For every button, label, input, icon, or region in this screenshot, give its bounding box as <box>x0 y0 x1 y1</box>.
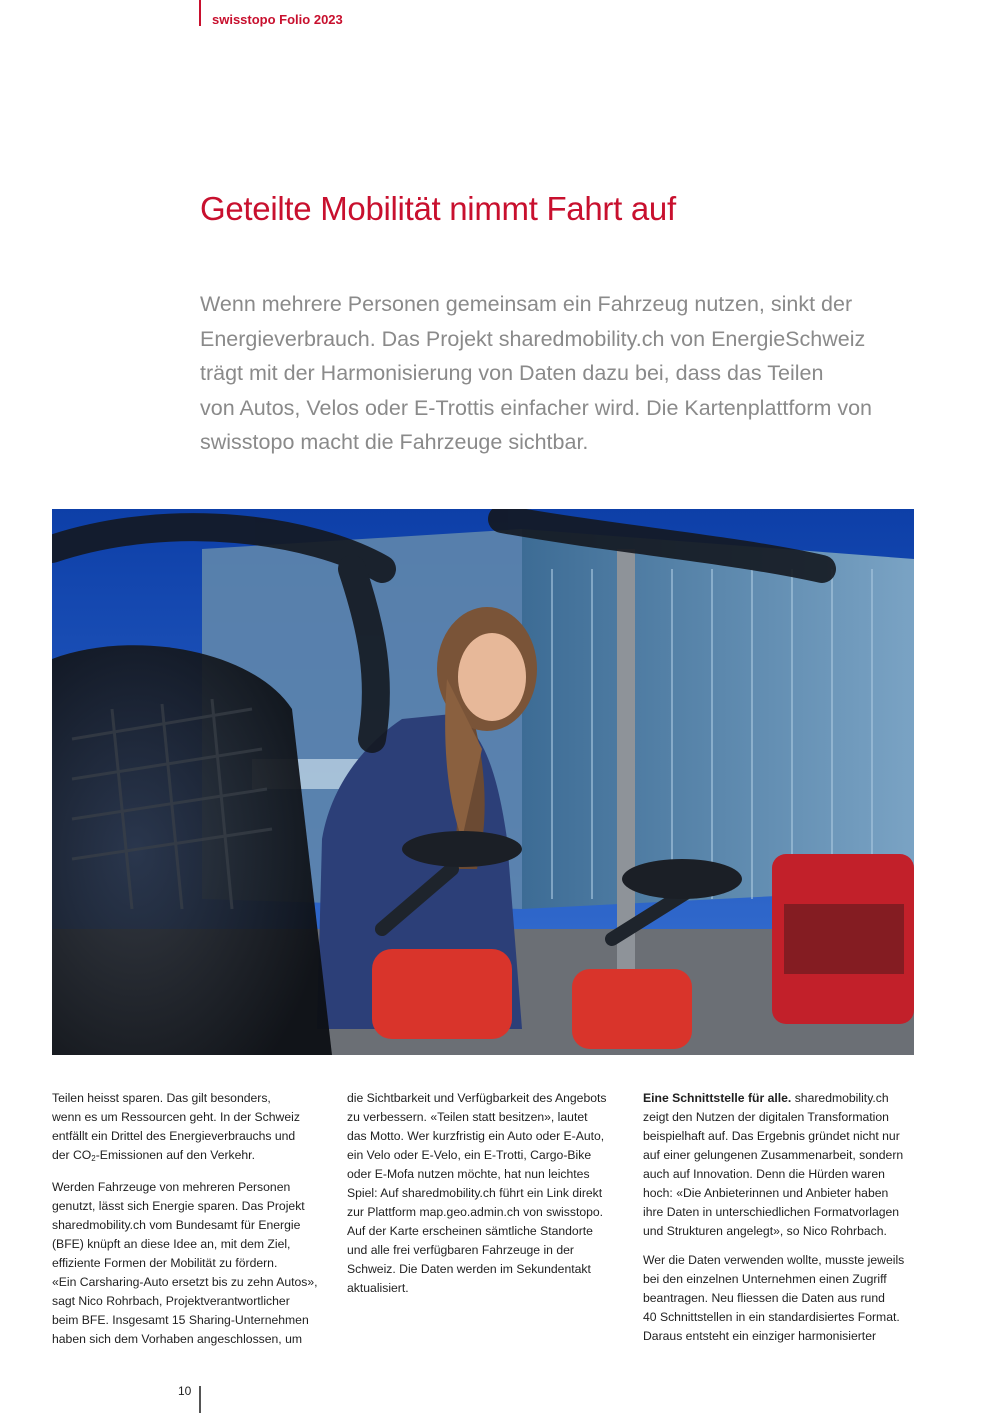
article-title: Geteilte Mobilität nimmt Fahrt auf <box>200 190 676 227</box>
footer-rule <box>199 1386 201 1413</box>
text-line: «Ein Carsharing-Auto ersetzt bis zu zehn Autos», <box>52 1275 318 1289</box>
page-number: 10 <box>178 1384 192 1398</box>
text-line: zu verbessern. «Teilen statt besitzen», lautet <box>347 1110 588 1124</box>
article-lead <box>200 287 920 460</box>
lead-line: von Autos, Velos oder E-Trottis einfacher wird. Die Kartenplattform von <box>200 395 872 420</box>
paragraph <box>52 1089 328 1168</box>
header-rule <box>199 0 201 26</box>
text-line: sagt Nico Rohrbach, Projektverantwortlicher <box>52 1294 290 1308</box>
text-line: sharedmobility.ch vom Bundesamt für Energie <box>52 1218 301 1232</box>
lead-line: swisstopo macht die Fahrzeuge sichtbar. <box>200 430 589 454</box>
paragraph <box>52 1178 328 1349</box>
text-line: beim BFE. Insgesamt 15 Sharing-Unternehmen <box>52 1313 309 1327</box>
text-line: hoch: «Die Anbieterinnen und Anbieter haben <box>643 1186 889 1200</box>
text-line: auf einer gelungenen Zusammenarbeit, sondern <box>643 1148 904 1162</box>
body-column-1 <box>52 1089 328 1359</box>
body-column-2 <box>347 1089 623 1308</box>
text-line: ein Velo oder E-Velo, ein E-Trotti, Cargo-Bike <box>347 1148 592 1162</box>
text-line: wenn es um Ressourcen geht. In der Schweiz <box>52 1110 300 1124</box>
paragraph <box>643 1251 919 1346</box>
text-line: Werden Fahrzeuge von mehreren Personen <box>52 1180 291 1194</box>
text-line: und alle frei verfügbaren Fahrzeuge in der <box>347 1243 574 1257</box>
text-line: das Motto. Wer kurzfristig ein Auto oder E-Auto, <box>347 1129 605 1143</box>
article-photo <box>52 509 914 1055</box>
text-line: Auf der Karte erscheinen sämtliche Standorte <box>347 1224 593 1238</box>
subscript: 2 <box>91 1154 96 1163</box>
text-line: beantragen. Neu fliessen die Daten aus rund <box>643 1291 885 1305</box>
section-heading: Eine Schnittstelle für alle. <box>643 1091 792 1105</box>
text-line: auch auf Innovation. Denn die Hürden waren <box>643 1167 885 1181</box>
lead-line: trägt mit der Harmonisierung von Daten dazu bei, dass das Teilen <box>200 361 824 385</box>
text-line: Wer die Daten verwenden wollte, musste jeweils <box>643 1253 905 1267</box>
text-line <box>52 1146 328 1168</box>
body-column-3 <box>643 1089 919 1356</box>
text-line: Teilen heisst sparen. Das gilt besonders, <box>52 1091 271 1105</box>
text-line: bei den einzelnen Unternehmen einen Zugriff <box>643 1272 887 1286</box>
publication-title: swisstopo Folio 2023 <box>212 12 343 27</box>
text-line: die Sichtbarkeit und Verfügbarkeit des Angebots <box>347 1091 607 1105</box>
text-line: Daraus entsteht ein einziger harmonisierter <box>643 1329 877 1343</box>
text-line: zur Plattform map.geo.admin.ch von swisstopo. <box>347 1205 604 1219</box>
text-line: haben sich dem Vorhaben angeschlossen, um <box>52 1332 303 1346</box>
text-line: entfällt ein Drittel des Energieverbrauchs und <box>52 1129 296 1143</box>
text-fragment: sharedmobility.ch <box>791 1091 889 1105</box>
text-line: aktualisiert. <box>347 1281 409 1295</box>
text-line: ihre Daten in unterschiedlichen Formatvorlagen <box>643 1205 900 1219</box>
text-line: Schweiz. Die Daten werden im Sekundentakt <box>347 1262 591 1276</box>
text-line <box>643 1089 919 1108</box>
text-fragment: der CO <box>52 1148 92 1162</box>
paragraph <box>347 1089 623 1298</box>
text-line: und Strukturen angelegt», so Nico Rohrbach. <box>643 1224 887 1238</box>
lead-line: Energieverbrauch. Das Projekt sharedmobility.ch von EnergieSchweiz <box>200 326 866 351</box>
text-line: oder E-Mofa nutzen möchte, hat nun leichtes <box>347 1167 590 1181</box>
text-line: (BFE) knüpft an diese Idee an, mit dem Ziel, <box>52 1237 291 1251</box>
text-line: Spiel: Auf sharedmobility.ch führt ein Link direkt <box>347 1186 603 1200</box>
paragraph <box>643 1089 919 1241</box>
text-fragment: -Emissionen auf den Verkehr. <box>95 1148 255 1162</box>
text-line: 40 Schnittstellen in ein standardisiertes Format. <box>643 1310 900 1324</box>
text-line: zeigt den Nutzen der digitalen Transformation <box>643 1110 889 1124</box>
lead-line: Wenn mehrere Personen gemeinsam ein Fahrzeug nutzen, sinkt der <box>200 292 853 316</box>
text-line: genutzt, lässt sich Energie sparen. Das Projekt <box>52 1199 305 1213</box>
text-line: beispielhaft auf. Das Ergebnis gründet nicht nur <box>643 1129 900 1143</box>
text-line: effiziente Formen der Mobilität zu fördern. <box>52 1256 278 1270</box>
